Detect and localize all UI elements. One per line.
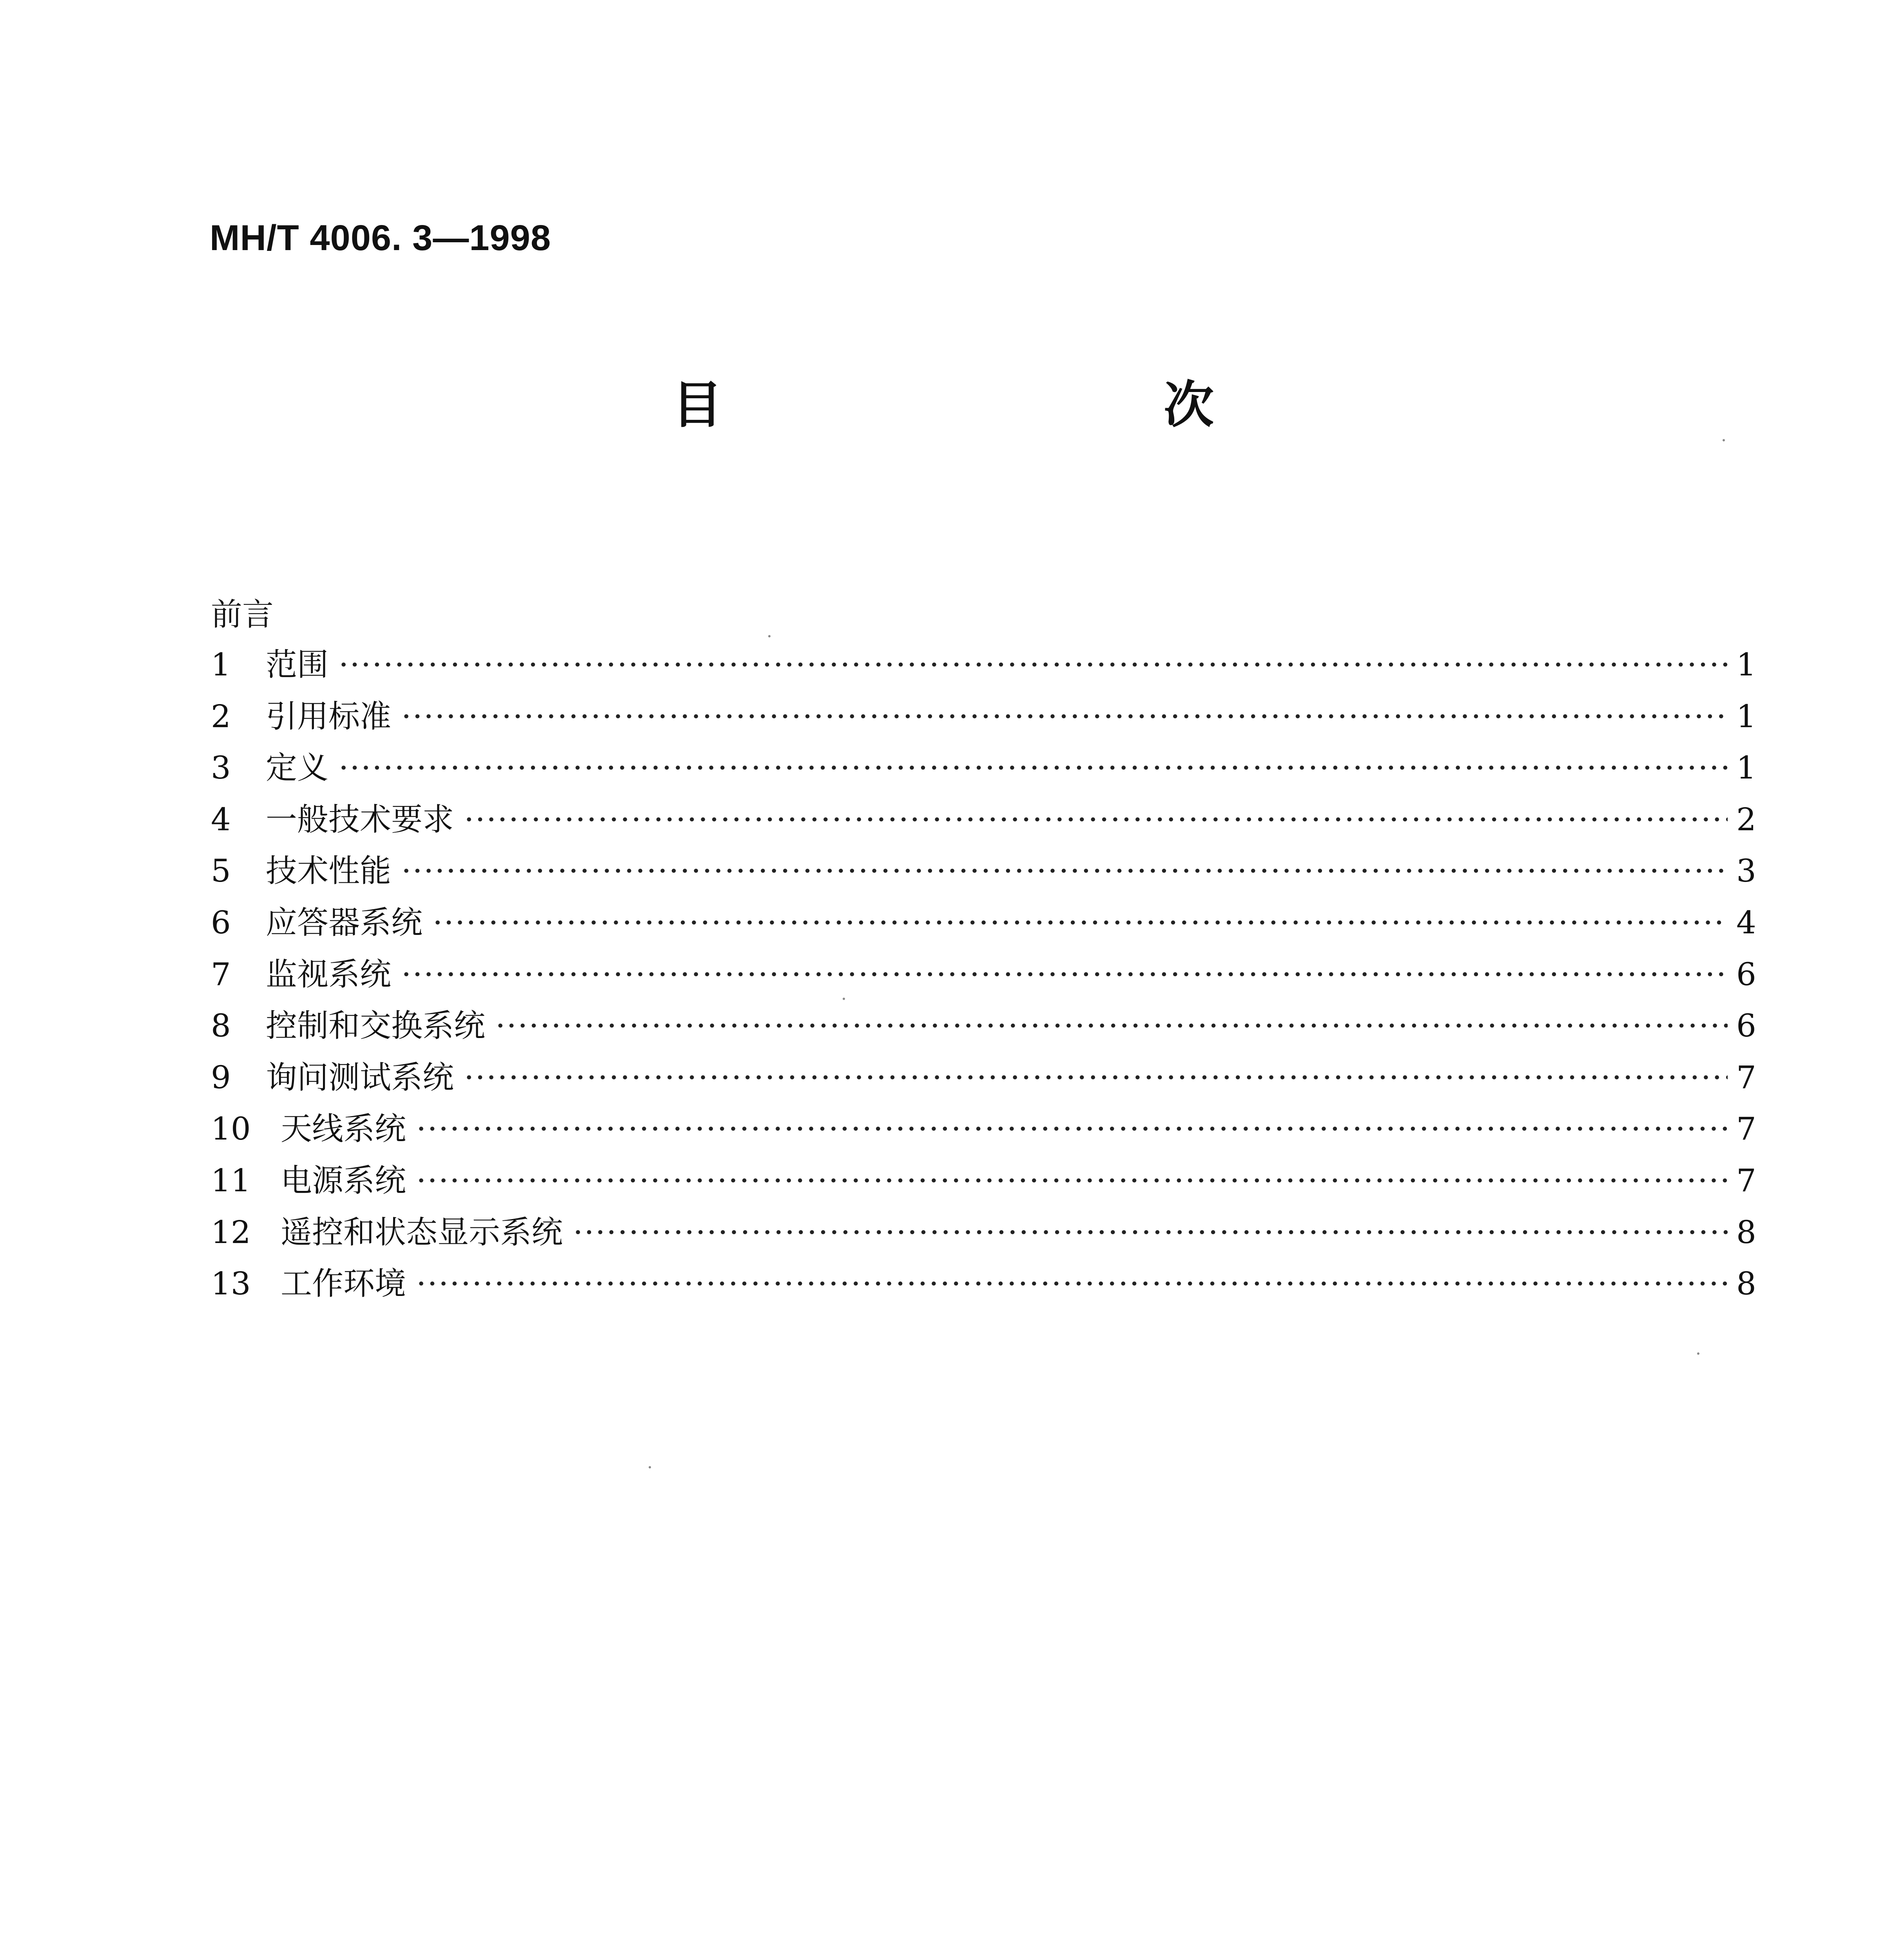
- toc-entry-number: 13: [211, 1265, 251, 1302]
- toc-entry[interactable]: [211, 1103, 1756, 1155]
- toc-entry-label: 引用标准: [266, 698, 391, 735]
- toc-entry[interactable]: [211, 794, 1756, 846]
- toc-entry[interactable]: [211, 1000, 1756, 1052]
- toc-entry-page: 2: [1736, 801, 1756, 838]
- toc-entry-label: 遥控和状态显示系统: [281, 1214, 563, 1250]
- toc-entry-label: 工作环境: [281, 1265, 406, 1302]
- toc-entry[interactable]: [211, 897, 1756, 949]
- toc-entry-number: 11: [211, 1162, 251, 1199]
- toc-entry[interactable]: [211, 742, 1756, 794]
- dot-leader: [401, 691, 1728, 742]
- toc-entry-page: 3: [1736, 853, 1756, 889]
- scan-speck: [1723, 439, 1725, 441]
- toc-entry-page: 8: [1736, 1265, 1756, 1302]
- toc-entry-page: 6: [1736, 956, 1756, 993]
- toc-entry-label: 询问测试系统: [266, 1059, 454, 1096]
- dot-leader: [339, 639, 1728, 691]
- toc-entry-label: 范围: [266, 646, 328, 683]
- dot-leader: [573, 1207, 1728, 1258]
- toc-entry-number: 9: [211, 1059, 231, 1096]
- scan-speck: [649, 1466, 651, 1468]
- toc-entry-label: 电源系统: [281, 1162, 406, 1199]
- toc-entry-page: 7: [1736, 1059, 1756, 1096]
- scan-speck: [1697, 1352, 1699, 1355]
- toc-entry-page: 4: [1736, 904, 1756, 941]
- dot-leader: [416, 1155, 1728, 1207]
- toc-preface-link[interactable]: 前言: [211, 596, 274, 633]
- toc-entry-number: 2: [211, 698, 231, 735]
- toc-entry-page: 8: [1736, 1214, 1756, 1250]
- toc-entry-label: 技术性能: [266, 853, 391, 889]
- toc-entry[interactable]: [211, 1052, 1756, 1103]
- toc-entry-label: 定义: [266, 750, 328, 786]
- toc-entry[interactable]: [211, 949, 1756, 1000]
- toc-entry[interactable]: [211, 1155, 1756, 1207]
- toc-entry-label: 应答器系统: [266, 904, 423, 941]
- document-code: MH/T 4006. 3—1998: [210, 218, 551, 258]
- toc-entry-page: 1: [1736, 646, 1756, 683]
- toc-entry[interactable]: [211, 639, 1756, 691]
- toc-entry-number: 1: [211, 646, 231, 683]
- toc-entry-number: 12: [211, 1214, 251, 1250]
- toc-entry-page: 1: [1736, 698, 1756, 735]
- toc-entry-label: 一般技术要求: [266, 801, 454, 838]
- dot-leader: [416, 1258, 1728, 1310]
- toc-entry-number: 3: [211, 750, 231, 786]
- toc-entry-number: 6: [211, 904, 231, 941]
- dot-leader: [416, 1103, 1728, 1155]
- toc-entry-label: 控制和交换系统: [266, 1007, 485, 1044]
- toc-entry-page: 7: [1736, 1111, 1756, 1147]
- dot-leader: [495, 1000, 1728, 1052]
- dot-leader: [401, 949, 1728, 1000]
- dot-leader: [401, 845, 1728, 897]
- toc-entry[interactable]: [211, 1207, 1756, 1258]
- toc-entry[interactable]: [211, 691, 1756, 742]
- table-of-contents: [211, 590, 1756, 1310]
- toc-entry[interactable]: [211, 1258, 1756, 1310]
- dot-leader: [464, 1052, 1728, 1103]
- scan-speck: [843, 998, 845, 1000]
- scan-speck: [768, 635, 771, 637]
- toc-entry-label: 天线系统: [281, 1111, 406, 1147]
- toc-entry-page: 6: [1736, 1007, 1756, 1044]
- toc-entry-page: 7: [1736, 1162, 1756, 1199]
- toc-entry-label: 监视系统: [266, 956, 391, 993]
- dot-leader: [433, 897, 1728, 949]
- dot-leader: [339, 742, 1728, 794]
- dot-leader: [464, 794, 1728, 846]
- toc-entry-number: 7: [211, 956, 231, 993]
- toc-entry-number: 4: [211, 801, 231, 838]
- toc-entry-page: 1: [1736, 750, 1756, 786]
- toc-entry[interactable]: [211, 845, 1756, 897]
- toc-entry-number: 5: [211, 853, 231, 889]
- toc-entry-number: 10: [211, 1111, 251, 1147]
- page-title: 目 次: [672, 376, 1327, 434]
- toc-entry-number: 8: [211, 1007, 231, 1044]
